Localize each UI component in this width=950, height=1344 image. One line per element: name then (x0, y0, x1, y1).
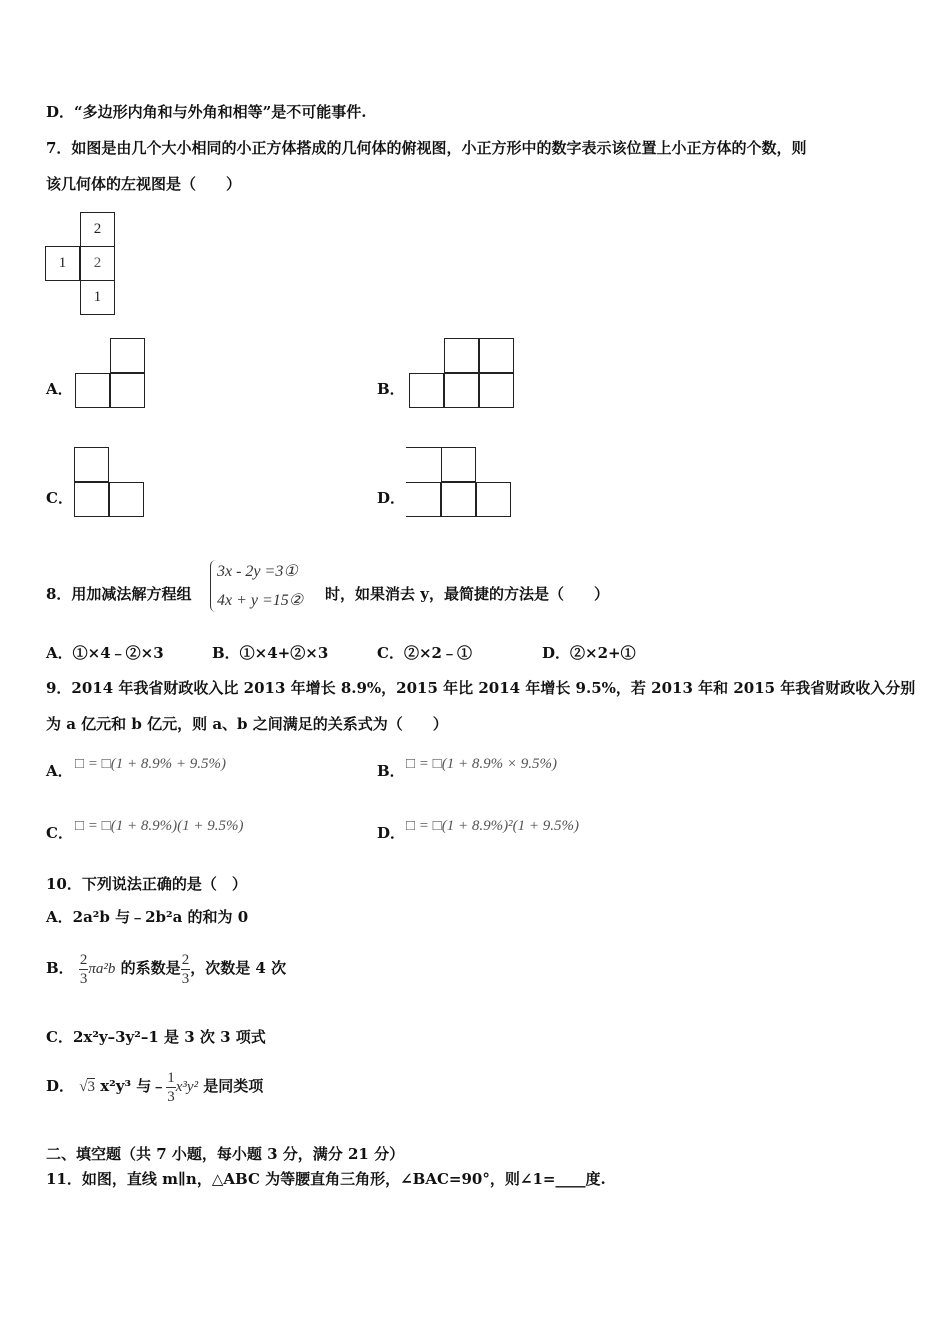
q10-d-mid: x²y³ 与﹣ (100, 1077, 167, 1095)
q9-option-b-label: B． (377, 762, 405, 780)
q8-prefix: 8．用加减法解方程组 (46, 585, 192, 603)
q9-option-a-formula: □ = □(1 + 8.9% + 9.5%) (75, 756, 226, 772)
q9-stem-line1: 9．2014 年我省财政收入比 2013 年增长 8.9%，2015 年比 2014 年增长 9.5%，若 2013 年和 2015 年我省财政收入分别 (46, 679, 916, 697)
q10-b-mid: 的系数是 (120, 959, 181, 977)
q9-option-a-label: A． (46, 762, 73, 780)
view-cell (110, 338, 145, 373)
q10-d-end: 是同类项 (203, 1077, 264, 1095)
q7-option-c-figure (74, 447, 146, 519)
view-cell-edge (406, 447, 441, 448)
q8-equation-1: 3x - 2y =3① (217, 563, 298, 580)
q7-stem-line2: 该几何体的左视图是（ ） (46, 175, 242, 193)
q9-option-b-formula: □ = □(1 + 8.9% × 9.5%) (406, 756, 557, 772)
q9-option-d-formula: □ = □(1 + 8.9%)²(1 + 9.5%) (406, 818, 579, 834)
view-cell (406, 482, 441, 517)
q7-top-view (45, 212, 117, 320)
view-cell (74, 447, 109, 482)
q8-option-b: B．①×4+②×3 (212, 644, 329, 662)
q10-b-fraction (79, 951, 89, 988)
q8-equation-2: 4x + y =15② (217, 592, 304, 609)
q7-option-c-label: C． (46, 489, 73, 507)
q10-b-end: ，次数是 4 次 (190, 959, 287, 977)
view-cell (479, 373, 514, 408)
q9-stem-line2: 为 a 亿元和 b 亿元，则 a、b 之间满足的关系式为（ ） (46, 715, 448, 733)
q7-option-d-label: D． (377, 489, 406, 507)
q7-stem-line1: 7．如图是由几个大小相同的小正方体搭成的几何体的俯视图，小正方形中的数字表示该位置上小正方体的个数，则 (46, 139, 807, 157)
q10-b-expression: πa²b (88, 961, 116, 977)
fraction-numerator: 2 (181, 951, 190, 968)
view-cell (444, 373, 479, 408)
top-view-cell: 2 (80, 212, 115, 247)
top-view-cell: 2 (80, 246, 115, 281)
q7-option-b-figure (409, 338, 517, 410)
fraction-denominator: 3 (181, 970, 190, 987)
q10-title: 10．下列说法正确的是（ ） (46, 875, 247, 893)
q10-b-coefficient (181, 951, 191, 988)
q10-a-text: 2a²b 与﹣2b²a 的和为 0 (72, 908, 249, 926)
view-cell (409, 373, 444, 408)
section-2-heading: 二、填空题（共 7 小题，每小题 3 分，满分 21 分） (46, 1145, 405, 1163)
top-view-cell: 1 (45, 246, 80, 281)
q10-d-fraction (166, 1069, 176, 1106)
q10-option-a (46, 907, 248, 927)
fraction-denominator: 3 (167, 1088, 175, 1105)
view-cell (109, 482, 144, 517)
q10-option-d (46, 1062, 263, 1111)
q10-option-b (46, 944, 286, 993)
equation-brace (210, 560, 217, 612)
q10-b-label: B． (46, 959, 74, 977)
q7-option-d-figure (406, 447, 514, 519)
view-cell (444, 338, 479, 373)
fraction-numerator: 1 (167, 1069, 175, 1086)
q10-option-c: C．2x²y–3y²–1 是 3 次 3 项式 (46, 1028, 266, 1046)
sqrt-radicand: 3 (87, 1079, 95, 1095)
q9-option-d-label: D． (377, 824, 406, 842)
q7-option-b-label: B． (377, 380, 405, 398)
view-cell (441, 482, 476, 517)
q10-d-expression: x³y² (175, 1079, 199, 1095)
q8-option-d: D．②×2+① (542, 644, 636, 662)
q11-stem: 11．如图，直线 m∥n，△ABC 为等腰直角三角形，∠BAC=90°，则∠1=____度. (46, 1170, 606, 1188)
view-cell (75, 373, 110, 408)
top-view-cell: 1 (80, 280, 115, 315)
fraction-numerator: 2 (79, 951, 88, 968)
q8-suffix: 时，如果消去 y，最简捷的方法是（ ） (325, 585, 609, 603)
view-cell (479, 338, 514, 373)
fraction-denominator: 3 (79, 970, 88, 987)
sqrt-symbol: √3 (79, 1079, 95, 1095)
q9-option-c-formula: □ = □(1 + 8.9%)(1 + 9.5%) (75, 818, 244, 834)
view-cell (74, 482, 109, 517)
q9-option-c-label: C． (46, 824, 73, 842)
q6-option-d: D．“多边形内角和与外角和相等”是不可能事件. (46, 103, 367, 121)
q7-option-a-figure (75, 338, 147, 410)
view-cell (476, 482, 511, 517)
q8-option-a: A．①×4﹣②×3 (46, 644, 164, 662)
q10-a-label: A． (46, 908, 73, 926)
view-cell (110, 373, 145, 408)
q8-option-c: C．②×2﹣① (377, 644, 472, 662)
q10-d-label: D． (46, 1077, 75, 1095)
q7-option-a-label: A． (46, 380, 73, 398)
view-cell (441, 447, 476, 482)
